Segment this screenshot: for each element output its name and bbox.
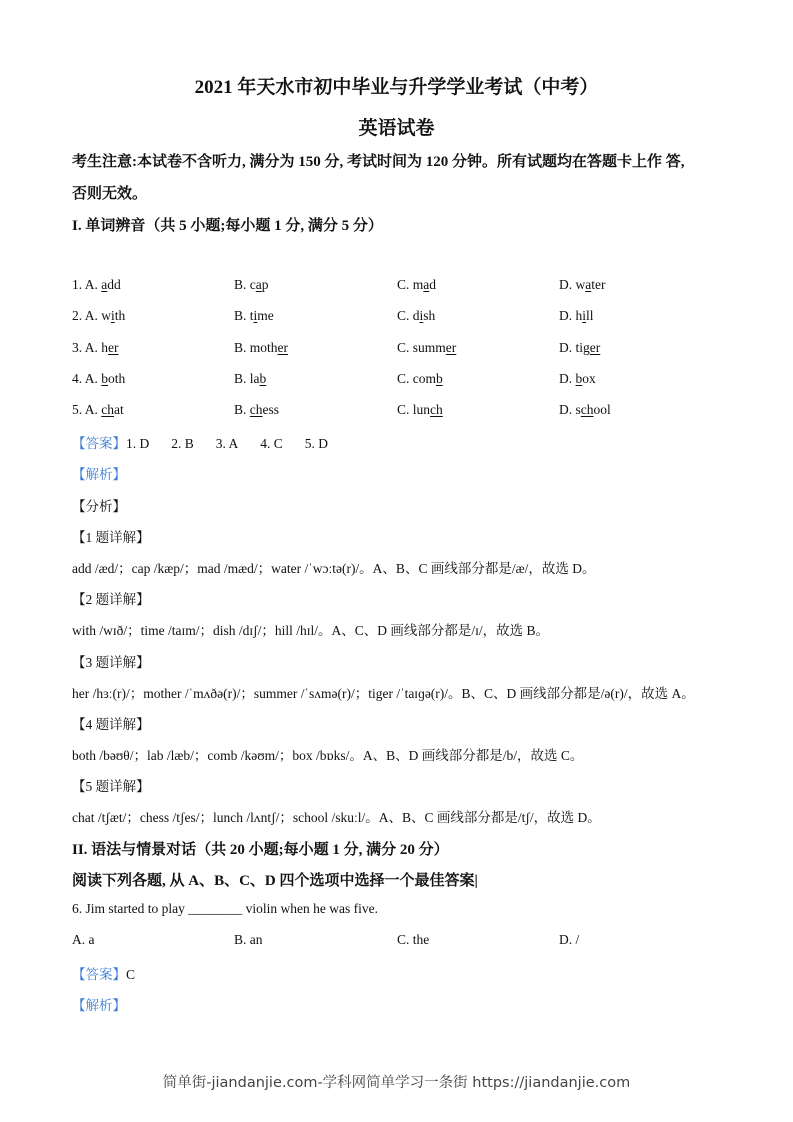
q2-option-c — [397, 308, 435, 324]
word-prefix: h — [101, 340, 109, 355]
underlined-letters: i — [419, 308, 424, 323]
question-6-option-a: A. a — [72, 932, 95, 947]
question-number: 3. — [72, 340, 83, 355]
option-letter: C. — [397, 277, 413, 292]
q5-option-b — [234, 402, 279, 418]
detail-2-label: 【2 题详解】 — [72, 592, 150, 607]
word-suffix: p — [261, 277, 269, 292]
notice-line-1: 考生注意:本试卷不含听力, 满分为 150 分, 考试时间为 120 分钟。所有试题均在答题卡上作 答, — [72, 154, 685, 170]
word-suffix: d — [429, 277, 437, 292]
word-prefix: moth — [249, 340, 278, 355]
word-prefix: tig — [575, 340, 590, 355]
word-prefix: w — [101, 308, 112, 323]
detail-1-text: add /æd/；cap /kæp/；mad /mæd/；water /ˈwɔːtə(r)/。A、B、C 画线部分都是/æ/，故选 D。 — [72, 561, 596, 576]
question-number: 1. — [72, 277, 83, 292]
q5-option-a — [72, 402, 124, 418]
detail-2-text: with /wɪð/；time /taɪm/；dish /dɪʃ/；hill /hɪl/。A、C、D 画线部分都是/ɪ/，故选 B。 — [72, 623, 550, 638]
q1-option-a — [72, 277, 121, 293]
detail-4-label: 【4 题详解】 — [72, 717, 150, 732]
question-number: 2. — [72, 308, 83, 323]
q4-option-b — [234, 371, 266, 387]
q5-option-c — [397, 402, 443, 418]
question-6-stem: 6. Jim started to play ________ violin when he was five. — [72, 901, 378, 916]
underlined-letters: a — [423, 277, 430, 292]
underlined-letters: a — [585, 277, 592, 292]
answer-2: 2. B — [171, 436, 194, 451]
q3-option-a — [72, 340, 119, 356]
word-suffix: at — [114, 402, 124, 417]
word-prefix: w — [575, 277, 586, 292]
option-letter: D. — [559, 340, 576, 355]
fenxi-label: 【分析】 — [72, 499, 126, 514]
answer-3: 3. A — [215, 436, 239, 451]
word-prefix: com — [412, 371, 437, 386]
option-letter: C. — [397, 340, 413, 355]
q1-option-b — [234, 277, 269, 293]
word-prefix: s — [575, 402, 581, 417]
word-suffix: me — [257, 308, 274, 323]
option-letter: A. — [84, 340, 102, 355]
q1-option-d — [559, 277, 606, 293]
word-suffix: oth — [108, 371, 126, 386]
underlined-letters: ch — [580, 402, 594, 417]
option-letter: D. — [559, 277, 576, 292]
word-prefix: c — [249, 277, 256, 292]
footer-watermark: 简单街-jiandanjie.com-学科网简单学习一条街 https://jiandanjie.com — [162, 1075, 631, 1091]
underlined-letters: er — [445, 340, 457, 355]
word-prefix: t — [249, 308, 254, 323]
answer-4: 4. C — [260, 436, 283, 451]
word-suffix: th — [114, 308, 126, 323]
option-letter: C. — [397, 371, 413, 386]
word-prefix: summ — [412, 340, 446, 355]
underlined-letters: b — [436, 371, 443, 386]
detail-4-text: both /bəʊθ/；lab /læb/；comb /kəʊm/；box /bɒks/。A、B、D 画线部分都是/b/，故选 C。 — [72, 748, 584, 763]
word-suffix: ess — [262, 402, 280, 417]
word-prefix: lun — [412, 402, 431, 417]
q3-option-c — [397, 340, 456, 356]
question-6-option-c: C. the — [397, 932, 430, 947]
word-suffix: ll — [586, 308, 594, 323]
q2-option-d — [559, 308, 594, 324]
detail-3-text: her /hɜː(r)/；mother /ˈmʌðə(r)/；summer /ˈsʌmə(r)/；tiger /ˈtaɪɡə(r)/。B、C、D 画线部分都是/ə(r)/，故选 A。 — [72, 686, 695, 701]
detail-1-label: 【1 题详解】 — [72, 530, 150, 545]
q4-option-a — [72, 371, 125, 387]
option-letter: A. — [84, 277, 102, 292]
answer-1: 1. D — [126, 436, 150, 451]
detail-5-text: chat /tʃæt/；chess /tʃes/；lunch /lʌntʃ/；school /skuːl/。A、B、C 画线部分都是/tʃ/，故选 D。 — [72, 810, 601, 825]
q3-option-d — [559, 340, 600, 356]
option-letter: B. — [234, 340, 250, 355]
question-number: 5. — [72, 402, 83, 417]
word-suffix: ox — [582, 371, 596, 386]
question-number: 4. — [72, 371, 83, 386]
answer-label: 【答案】 — [72, 436, 126, 451]
option-letter: B. — [234, 371, 250, 386]
page-title: 2021 年天水市初中毕业与升学学业考试（中考） — [194, 77, 599, 98]
q2-option-a — [72, 308, 125, 324]
question-6-option-d: D. / — [559, 932, 580, 947]
question-6-answer-value: C — [126, 967, 136, 982]
word-prefix: d — [412, 308, 420, 323]
analysis-label: 【解析】 — [72, 467, 126, 482]
underlined-letters: a — [255, 277, 262, 292]
underlined-letters: b — [101, 371, 109, 386]
q3-option-b — [234, 340, 288, 356]
detail-3-label: 【3 题详解】 — [72, 655, 150, 670]
underlined-letters: a — [101, 277, 108, 292]
option-letter: A. — [84, 308, 102, 323]
option-letter: D. — [559, 308, 576, 323]
question-6-analysis-label: 【解析】 — [72, 998, 126, 1013]
underlined-letters: ch — [101, 402, 115, 417]
detail-5-label: 【5 题详解】 — [72, 779, 150, 794]
word-suffix: dd — [107, 277, 121, 292]
notice-line-2: 否则无效。 — [72, 186, 148, 202]
answer-5: 5. D — [304, 436, 329, 451]
option-letter: D. — [559, 402, 576, 417]
word-prefix: m — [412, 277, 424, 292]
underlined-letters: i — [111, 308, 115, 323]
q5-option-d — [559, 402, 611, 418]
page-subtitle: 英语试卷 — [358, 118, 435, 139]
question-6-answer — [72, 963, 135, 983]
underlined-letters: ch — [430, 402, 443, 417]
underlined-letters: er — [108, 340, 119, 355]
word-suffix: ter — [591, 277, 606, 292]
option-letter: A. — [84, 402, 102, 417]
section2-heading: II. 语法与情景对话（共 20 小题;每小题 1 分, 满分 20 分） — [72, 842, 449, 858]
option-letter: D. — [559, 371, 576, 386]
option-letter: B. — [234, 277, 250, 292]
word-suffix: sh — [423, 308, 436, 323]
word-prefix: h — [575, 308, 583, 323]
underlined-letters: b — [259, 371, 267, 386]
word-prefix: la — [249, 371, 260, 386]
underlined-letters: er — [277, 340, 289, 355]
underlined-letters: i — [582, 308, 587, 323]
underlined-letters: er — [589, 340, 601, 355]
q4-option-d — [559, 371, 596, 387]
question-6-option-b: B. an — [234, 932, 263, 947]
option-letter: C. — [397, 402, 413, 417]
option-letter: C. — [397, 308, 413, 323]
option-letter: B. — [234, 308, 250, 323]
underlined-letters: b — [575, 371, 583, 386]
section2-instruction: 阅读下列各题, 从 A、B、C、D 四个选项中选择一个最佳答案| — [72, 873, 478, 889]
underlined-letters: ch — [249, 402, 263, 417]
q4-option-c — [397, 371, 443, 387]
option-letter: B. — [234, 402, 250, 417]
underlined-letters: i — [253, 308, 258, 323]
question-6-answer-label: 【答案】 — [72, 967, 126, 982]
option-letter: A. — [84, 371, 102, 386]
q1-option-c — [397, 277, 436, 293]
section1-heading: I. 单词辨音（共 5 小题;每小题 1 分, 满分 5 分） — [72, 218, 383, 234]
section1-answer-line — [72, 432, 350, 452]
word-suffix: ool — [593, 402, 611, 417]
q2-option-b — [234, 308, 274, 324]
